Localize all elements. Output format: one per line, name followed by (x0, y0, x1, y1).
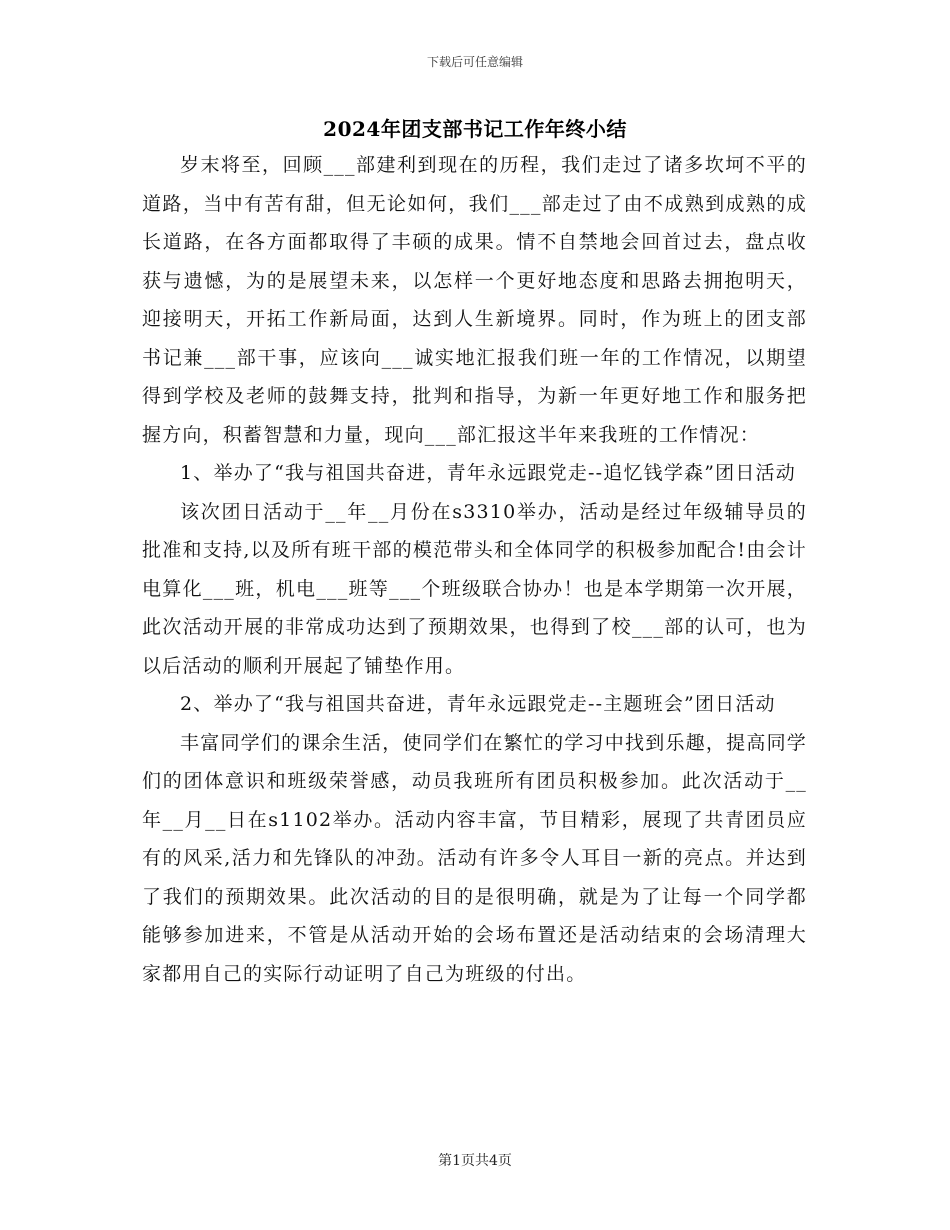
page-number: 第1页共4页 (438, 1153, 512, 1169)
document-body (142, 146, 807, 993)
document-title: 2024年团支部书记工作年终小结 (323, 117, 627, 141)
paragraph-item-2-body: 丰富同学们的课余生活，使同学们在繁忙的学习中找到乐趣，提高同学们的团体意识和班级荣誉感，动员我班所有团员积极参加。此次活动于__年__月__日在s1102举办。活动内容丰富，节目精彩，展现了共青团员应有的风采,活力和先锋队的冲劲。活动有许多令人耳目一新的亮点。并达到了我们的预期效果。此次活动的目的是很明确，就是为了让每一个同学都能够参加进来，不管是从活动开始的会场布置还是活动结束的会场清理大家都用自己的实际行动证明了自己为班级的付出。 (142, 731, 807, 985)
paragraph-intro: 岁末将至，回顾___部建利到现在的历程，我们走过了诸多坎坷不平的道路，当中有苦有甜，但无论如何，我们___部走过了由不成熟到成熟的成长道路，在各方面都取得了丰硕的成果。情不自禁地会回首过去，盘点收获与遗憾，为的是展望未来，以怎样一个更好地态度和思路去拥抱明天，迎接明天，开拓工作新局面，达到人生新境界。同时，作为班上的团支部书记兼___部干事，应该向___诚实地汇报我们班一年的工作情况，以期望得到学校及老师的鼓舞支持，批判和指导，为新一年更好地工作和服务把握方向，积蓄智慧和力量，现向___部汇报这半年来我班的工作情况： (142, 154, 807, 446)
paragraph-item-1-body: 该次团日活动于__年__月份在s3310举办，活动是经过年级辅导员的批准和支持,以及所有班干部的模范带头和全体同学的积极参加配合!由会计电算化___班，机电___班等___个班级联合协办！也是本学期第一次开展，此次活动开展的非常成功达到了预期效果，也得到了校___部的认可，也为以后活动的顺利开展起了铺垫作用。 (142, 500, 807, 677)
paragraph-item-1-heading: 1、举办了“我与祖国共奋进，青年永远跟党走--追忆钱学森”团日活动 (180, 462, 796, 484)
paragraph-item-2-heading: 2、举办了“我与祖国共奋进，青年永远跟党走--主题班会”团日活动 (180, 693, 776, 715)
page-header: 下载后可任意编辑 (426, 55, 523, 69)
